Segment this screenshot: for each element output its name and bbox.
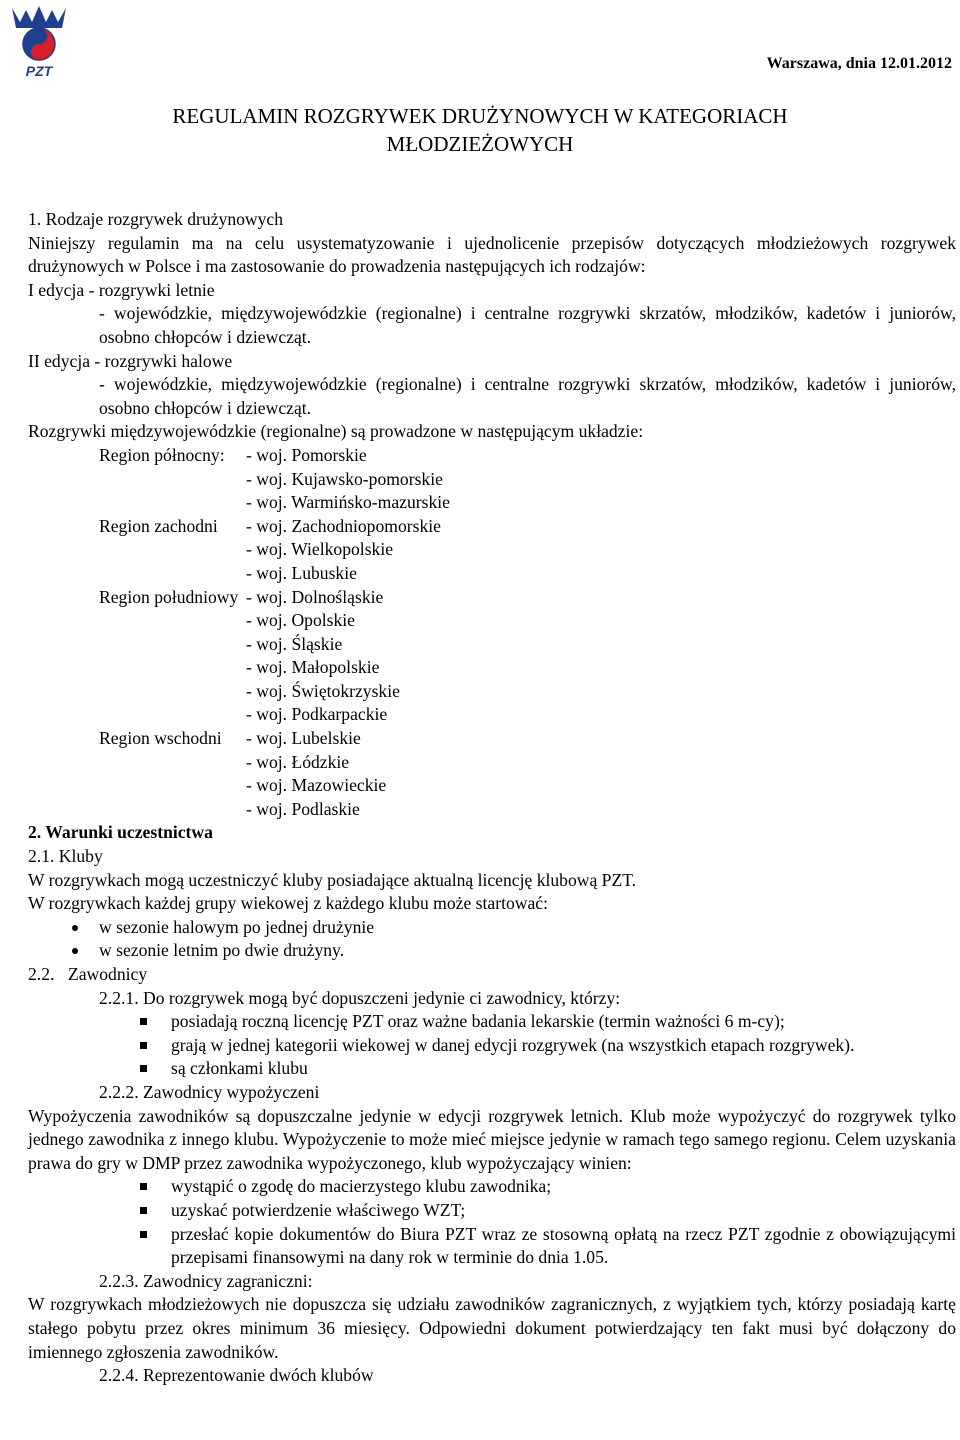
regions-intro: Rozgrywki międzywojewódzkie (regionalne) są prowadzone w następującym układzie: — [28, 421, 644, 442]
voivodeship: - woj. Śląskie — [246, 633, 343, 654]
voivodeship: - woj. Mazowieckie — [246, 775, 387, 796]
section-2-2-2-items — [28, 1175, 956, 1269]
region-name: Region wschodni — [99, 728, 222, 749]
region-name: Region północny: — [99, 444, 225, 465]
section-2-1-paragraph-1: W rozgrywkach mogą uczestniczyć kluby posiadające aktualną licencję klubową PZT. — [28, 869, 637, 890]
list-item: są członkami klubu — [28, 1057, 956, 1081]
section-2-2-3-heading: 2.2.3. Zawodnicy zagraniczni: — [99, 1270, 313, 1291]
voivodeship: - woj. Łódzkie — [246, 751, 350, 772]
section-1-intro: Niniejszy regulamin ma na celu usystematyzowanie i ujednolicenie przepisów dotyczących młodzieżowych rozgrywek drużynowych w Polsce i ma zastosowanie do prowadzenia następujących ich rodzajów: — [28, 232, 956, 277]
document-body — [28, 208, 956, 1388]
section-2-2-2-heading: 2.2.2. Zawodnicy wypożyczeni — [99, 1081, 320, 1102]
edition-2-label: II edycja - rozgrywki halowe — [28, 350, 233, 371]
section-2-2-4-heading: 2.2.4. Reprezentowanie dwóch klubów — [99, 1365, 374, 1386]
section-2-2-1-heading: 2.2.1. Do rozgrywek mogą być dopuszczeni jedynie ci zawodnicy, którzy: — [99, 987, 621, 1008]
region-west — [28, 515, 956, 586]
list-item: wystąpić o zgodę do macierzystego klubu zawodnika; — [28, 1175, 956, 1199]
list-item: posiadają roczną licencję PZT oraz ważne badania lekarskie (termin ważności 6 m-cy); — [28, 1010, 956, 1034]
list-item: w sezonie letnim po dwie drużyny. — [28, 939, 956, 963]
document-date: Warszawa, dnia 12.01.2012 — [766, 55, 952, 72]
region-east — [28, 727, 956, 821]
title-line-2: MŁODZIEŻOWYCH — [386, 132, 574, 156]
section-2-1-bullets — [28, 916, 956, 963]
voivodeship: - woj. Warmińsko-mazurskie — [246, 492, 450, 513]
section-2-2-label: Zawodnicy — [68, 964, 148, 984]
section-2-2-3-text: W rozgrywkach młodzieżowych nie dopuszcza się udziału zawodników zagranicznych, z wyjątkiem tych, którzy posiadają kartę stałego pobytu przez okres minimum 36 miesięcy. Odpowiedni dokument potwierdzający ten fakt musi być dołączony do imiennego zgłoszenia zawodników. — [28, 1294, 956, 1362]
voivodeship: - woj. Dolnośląskie — [246, 586, 384, 607]
pzt-logo — [8, 4, 70, 80]
title-line-1: REGULAMIN ROZGRYWEK DRUŻYNOWYCH W KATEGORIACH — [172, 104, 788, 128]
section-2-2-number: 2.2. — [28, 964, 55, 984]
region-south — [28, 586, 956, 728]
regions-list — [28, 444, 956, 822]
voivodeship: - woj. Pomorskie — [246, 444, 367, 465]
list-item: przesłać kopie dokumentów do Biura PZT wraz ze stosowną opłatą na rzecz PZT zgodnie z obowiązującymi przepisami finansowymi na dany rok w terminie do dnia 1.05. — [28, 1223, 956, 1270]
list-item: uzyskać potwierdzenie właściwego WZT; — [28, 1199, 956, 1223]
voivodeship: - woj. Lubuskie — [246, 562, 357, 583]
list-item: w sezonie halowym po jednej drużynie — [28, 916, 956, 940]
voivodeship: - woj. Wielkopolskie — [246, 539, 394, 560]
section-2-2-2-text: Wypożyczenia zawodników są dopuszczalne jedynie w edycji rozgrywek letnich. Klub może wypożyczyć do rozgrywek tylko jednego zawodnika z innego klubu. Wypożyczenie to może mieć miejsce jedynie w ramach tego samego regionu. Celem uzyskania prawa do gry w DMP przez zawodnika wypożyczonego, klub wypożyczający winien: — [28, 1105, 956, 1173]
list-item: grają w jednej kategorii wiekowej w danej edycji rozgrywek (na wszystkich etapach rozgrywek). — [28, 1034, 956, 1058]
section-1-heading: 1. Rodzaje rozgrywek drużynowych — [28, 209, 284, 229]
section-2-2-1-items — [28, 1010, 956, 1081]
voivodeship: - woj. Kujawsko-pomorskie — [246, 468, 443, 489]
voivodeship: - woj. Opolskie — [246, 610, 355, 631]
section-2-1-paragraph-2: W rozgrywkach każdej grupy wiekowej z każdego klubu może startować: — [28, 893, 548, 914]
edition-2-text: - wojewódzkie, międzywojewódzkie (regionalne) i centralne rozgrywki skrzatów, młodzików, kadetów i juniorów, osobno chłopców i dziewcząt. — [99, 374, 956, 418]
pzt-emblem-icon — [8, 4, 70, 80]
voivodeship: - woj. Zachodniopomorskie — [246, 515, 441, 536]
edition-1-label: I edycja - rozgrywki letnie — [28, 279, 215, 300]
voivodeship: - woj. Podkarpackie — [246, 704, 388, 725]
region-north — [28, 444, 956, 515]
voivodeship: - woj. Świętokrzyskie — [246, 680, 400, 701]
section-2-heading: 2. Warunki uczestnictwa — [28, 822, 213, 843]
voivodeship: - woj. Lubelskie — [246, 728, 361, 749]
region-name: Region zachodni — [99, 515, 218, 536]
voivodeship: - woj. Małopolskie — [246, 657, 380, 678]
section-2-1-heading: 2.1. Kluby — [28, 846, 103, 867]
logo-text: PZT — [25, 63, 53, 79]
section-2-2-heading — [28, 963, 956, 987]
document-title — [0, 102, 960, 158]
edition-1-text: - wojewódzkie, międzywojewódzkie (regionalne) i centralne rozgrywki skrzatów, młodzików, kadetów i juniorów, osobno chłopców i dziewcząt. — [99, 303, 956, 347]
voivodeship: - woj. Podlaskie — [246, 798, 360, 819]
region-name: Region południowy — [99, 586, 239, 607]
